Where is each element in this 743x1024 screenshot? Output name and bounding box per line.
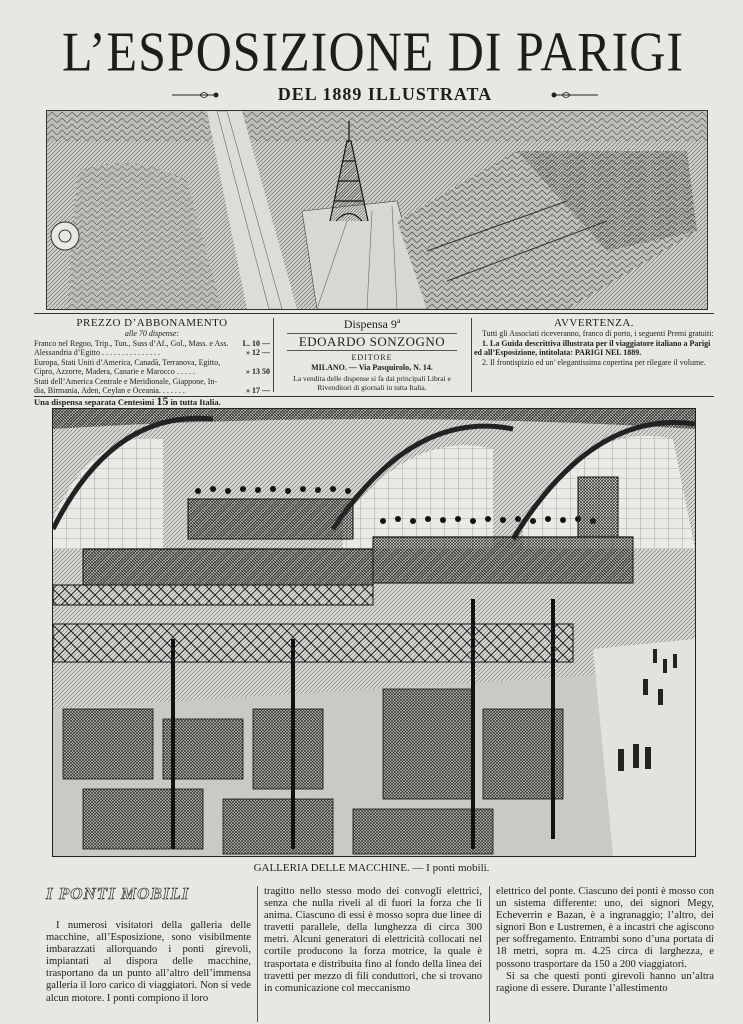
masthead-title: L’ESPOSIZIONE DI PARIGI [61, 20, 685, 83]
aerial-view-drawing [47, 111, 707, 309]
notice-intro: Tutti gli Associati riceveranno, franco di porto, i seguenti Premi gratuiti: [482, 329, 714, 338]
notice-item-1: 1. La Guida descrittiva illustrata per il viaggiatore italiano a Parigi ed all’Esposizione, intitolata: PARIGI NEL 1889. [474, 338, 711, 357]
subscription-prices [34, 317, 270, 407]
notice-block [474, 317, 714, 367]
left-ornament-icon [170, 88, 220, 102]
rate-row [34, 377, 270, 387]
rate-region: Europa, Stati Uniti d’America, Canadà, Terranova, Egitto, [34, 357, 221, 367]
column-rule [257, 886, 258, 1022]
issue-number: Dispensa 9ª [343, 317, 401, 331]
rate-region: dia, Birmania, Aden, Ceylan e Oceania. . . . . . . [34, 386, 185, 395]
publisher-name: EDOARDO SONZOGNO [287, 333, 457, 351]
gallery-engraving [52, 408, 696, 857]
rate-price [267, 377, 270, 387]
article-column-1 [46, 920, 251, 1005]
masthead-subtitle-row [170, 84, 600, 106]
notice-heading: AVVERTENZA. [553, 317, 635, 329]
sales-note: La vendita delle dispense si fa dai principali Librai e Rivenditori di giornali in tutta Italia. [293, 374, 451, 392]
rate-region: Alessandria d’Egitto . . . . . . . . . . . . . . . [34, 348, 160, 357]
article-paragraph: Si sa che questi ponti girevoli hanno un’altra ragione di essere. Durante l’allestimento [496, 970, 714, 994]
info-band [34, 313, 714, 408]
single-issue-label: Una dispensa separata Centesimi [34, 396, 155, 407]
rate-region: Stati dell’America Centrale e Meridionale, Giappone, In- [34, 376, 218, 386]
masthead-subtitle: DEL 1889 ILLUSTRATA [277, 84, 493, 104]
rate-region: Franco nel Regno, Trip., Tun., Suss d’Af., Gol., Mass. e Ass. [34, 338, 229, 348]
subscription-subheading: alle 70 dispense: [124, 329, 180, 338]
article-column-3 [496, 886, 714, 995]
column-rule [489, 886, 490, 1022]
article-paragraph: tragitto nello stesso modo dei convogli elettrici, senza che nulla riveli al di fuori la forza che li anima. Ciascuno di essi è mosso sopra due linee di travetti parallele, della lunghezza di circa 300 metri. Alcuni generatori di elettricità collocati nel cortile producono la forza motrice, la quale è trasportata e distribuita fino al fondo della linea dei travetti per mezzo di fili conduttori, che si trovano in comunicazione col meccanismo [264, 886, 482, 994]
rate-row [34, 348, 270, 358]
rate-row [34, 358, 270, 368]
article-title: I PONTI MOBILI [46, 884, 190, 903]
publisher-address: MILANO. — Via Pasquirolo, N. 14. [311, 362, 433, 372]
right-ornament-icon [550, 88, 600, 102]
article-column-2 [264, 886, 482, 995]
rate-price: » 17 — [246, 386, 270, 395]
figure-caption: GALLERIA DELLE MACCHINE. — I ponti mobili. [253, 862, 490, 874]
publisher-block [277, 317, 467, 392]
single-issue-price [34, 393, 270, 408]
rate-price: » 13 50 [246, 367, 270, 376]
single-issue-scope: in tutta Italia. [170, 396, 221, 407]
rate-price [267, 358, 270, 368]
gallery-drawing [53, 409, 695, 856]
aerial-view-engraving [46, 110, 708, 310]
subscription-heading: PREZZO D’ABBONAMENTO [76, 317, 228, 329]
notice-item-2: 2. Il frontispizio ed un’ elegantissima copertina per rilegare il volume. [482, 357, 706, 367]
rate-row [34, 339, 270, 349]
article-paragraph: elettrico del ponte. Ciascuno dei ponti è mosso con un sistema differente: uno, dei signori Megy, Echeverrin e Bazan, è a ingranaggio; l’altro, dei signori Bon e Lustremen, è a incastri che agiscono per soffregamento. Entrambi sono d’una portata di 18 metri, sopra m. 4.25 circa di larghezza, e possono trasportare da 150 a 200 viaggiatori. [496, 886, 714, 970]
rate-row [34, 367, 270, 377]
column-divider [273, 318, 274, 392]
rate-region: Cipro, Azzorre, Madera, Canarie e Marocco . . . . . [34, 367, 195, 376]
rate-row [34, 386, 270, 396]
rate-price: » 12 — [246, 348, 270, 357]
publisher-role: EDITORE [351, 353, 393, 362]
article-paragraph: I numerosi visitatori della galleria delle macchine, all’Esposizione, sono visibilmente imbarazzati allorquando i ponti girevoli, impiantati al dispora delle macchine, trasportano da un punto all’altro dell’immensa galleria il loro carico di viaggiatori. Non si vede alcun motore. I ponti compiono il loro [46, 920, 251, 1004]
single-issue-amount: 15 [156, 393, 169, 408]
column-divider [471, 318, 472, 392]
rate-price: L. 10 — [242, 338, 270, 348]
